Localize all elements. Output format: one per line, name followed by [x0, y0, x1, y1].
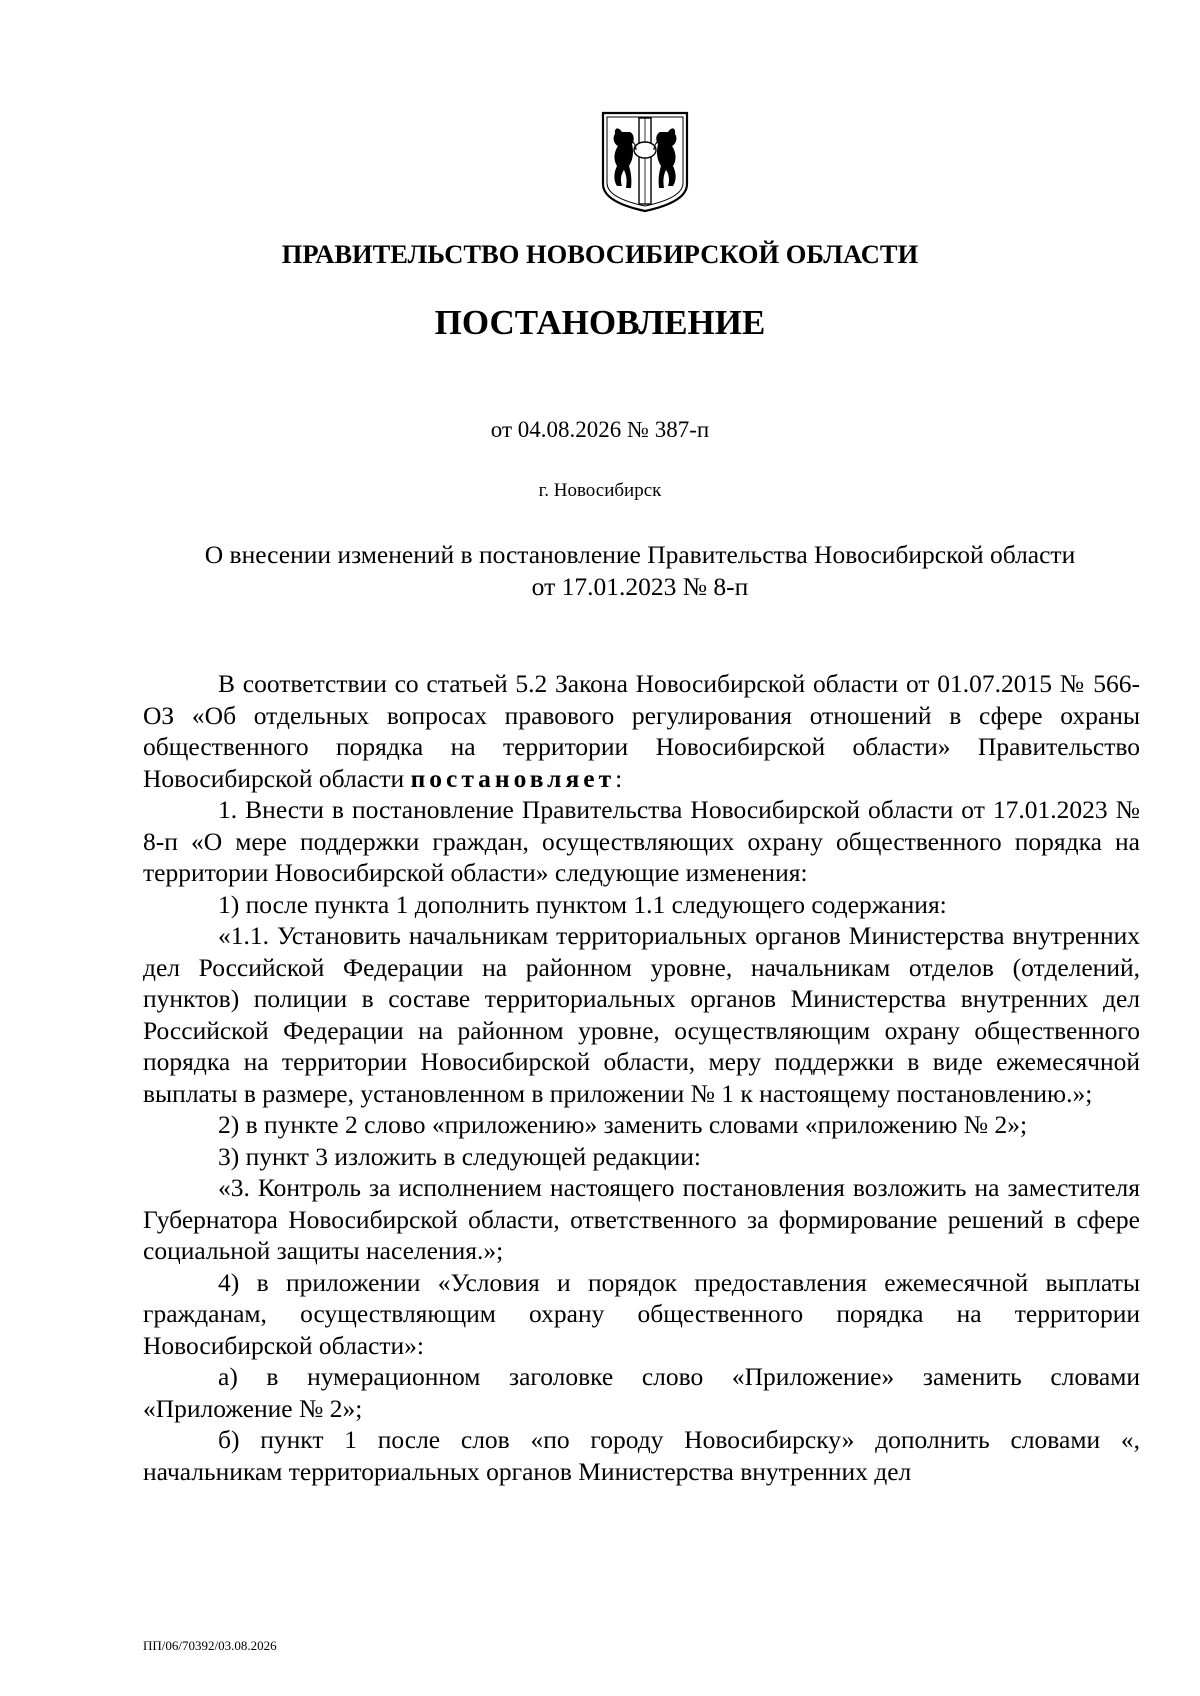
paragraph-3-content: «3. Контроль за исполнением настоящего постановления возложить на заместителя Губернатора Новосибирской области, ответственного за формирование решений в сфере социальной защиты населения.»; — [143, 1173, 1140, 1265]
document-title-line-2: от 17.01.2023 № 8-п — [531, 572, 749, 601]
paragraph-4a: а) в нумерационном заголовке слово «Приложение» заменить словами «Приложение № 2»; — [143, 1362, 1140, 1423]
document-title-line-1: О внесении изменений в постановление Правительства Новосибирской области — [204, 540, 1076, 569]
paragraph-4: 4) в приложении «Условия и порядок предоставления ежемесячной выплаты гражданам, осуществляющим охрану общественного порядка на территории Новосибирской области»: — [143, 1267, 1140, 1360]
paragraph-1-1-content: «1.1. Установить начальникам территориальных органов Министерства внутренних дел Российской Федерации на районном уровне, начальникам отделов (отделений, пунктов) полиции в составе территориальных органов Министерства внутренних дел Российской Федерации на районном уровне, осуществляющим охрану общественного порядка на территории Новосибирской области, меру поддержки в виде ежемесячной выплаты в размере, установленном в приложении № 1 к настоящему постановлению.»; — [143, 921, 1140, 1108]
resolves-colon: : — [615, 763, 623, 793]
city: г. Новосибирск — [538, 480, 662, 501]
footer-document-code: ПП/06/70392/03.08.2026 — [143, 1638, 277, 1653]
paragraph-4b: б) пункт 1 после слов «по городу Новосибирску» дополнить словами «, начальникам территориальных органов Министерства внутренних дел — [143, 1425, 1140, 1486]
paragraph-1: 1. Внести в постановление Правительства Новосибирской области от 17.01.2023 № 8-п «О мере поддержки граждан, осуществляющих охрану общественного порядка на территории Новосибирской области» следующие изменения: — [143, 795, 1140, 887]
preamble-text: В соответствии со статьей 5.2 Закона Новосибирской области от 01.07.2015 № 566-ОЗ «Об отдельных вопросах правового регулирования отношений в сфере охраны общественного порядка на территории Новосибирской области» Правительство Новосибирской области — [143, 669, 1140, 793]
paragraph-2: 2) в пункте 2 слово «приложению» заменить словами «приложению № 2»; — [218, 1110, 1028, 1139]
date-and-number: от 04.08.2026 № 387-п — [490, 417, 710, 442]
resolves-word: постановляет — [410, 763, 616, 793]
document-type: ПОСТАНОВЛЕНИЕ — [434, 303, 766, 342]
document-title — [140, 539, 1140, 603]
novosibirsk-coat-of-arms-icon — [600, 110, 690, 214]
document-body — [143, 668, 1140, 1487]
paragraph-1-1: 1) после пункта 1 дополнить пунктом 1.1 следующего содержания: — [218, 889, 947, 919]
preamble-paragraph — [143, 668, 1140, 794]
authority-title: ПРАВИТЕЛЬСТВО НОВОСИБИРСКОЙ ОБЛАСТИ — [281, 239, 919, 269]
paragraph-3: 3) пункт 3 изложить в следующей редакции: — [218, 1141, 701, 1171]
